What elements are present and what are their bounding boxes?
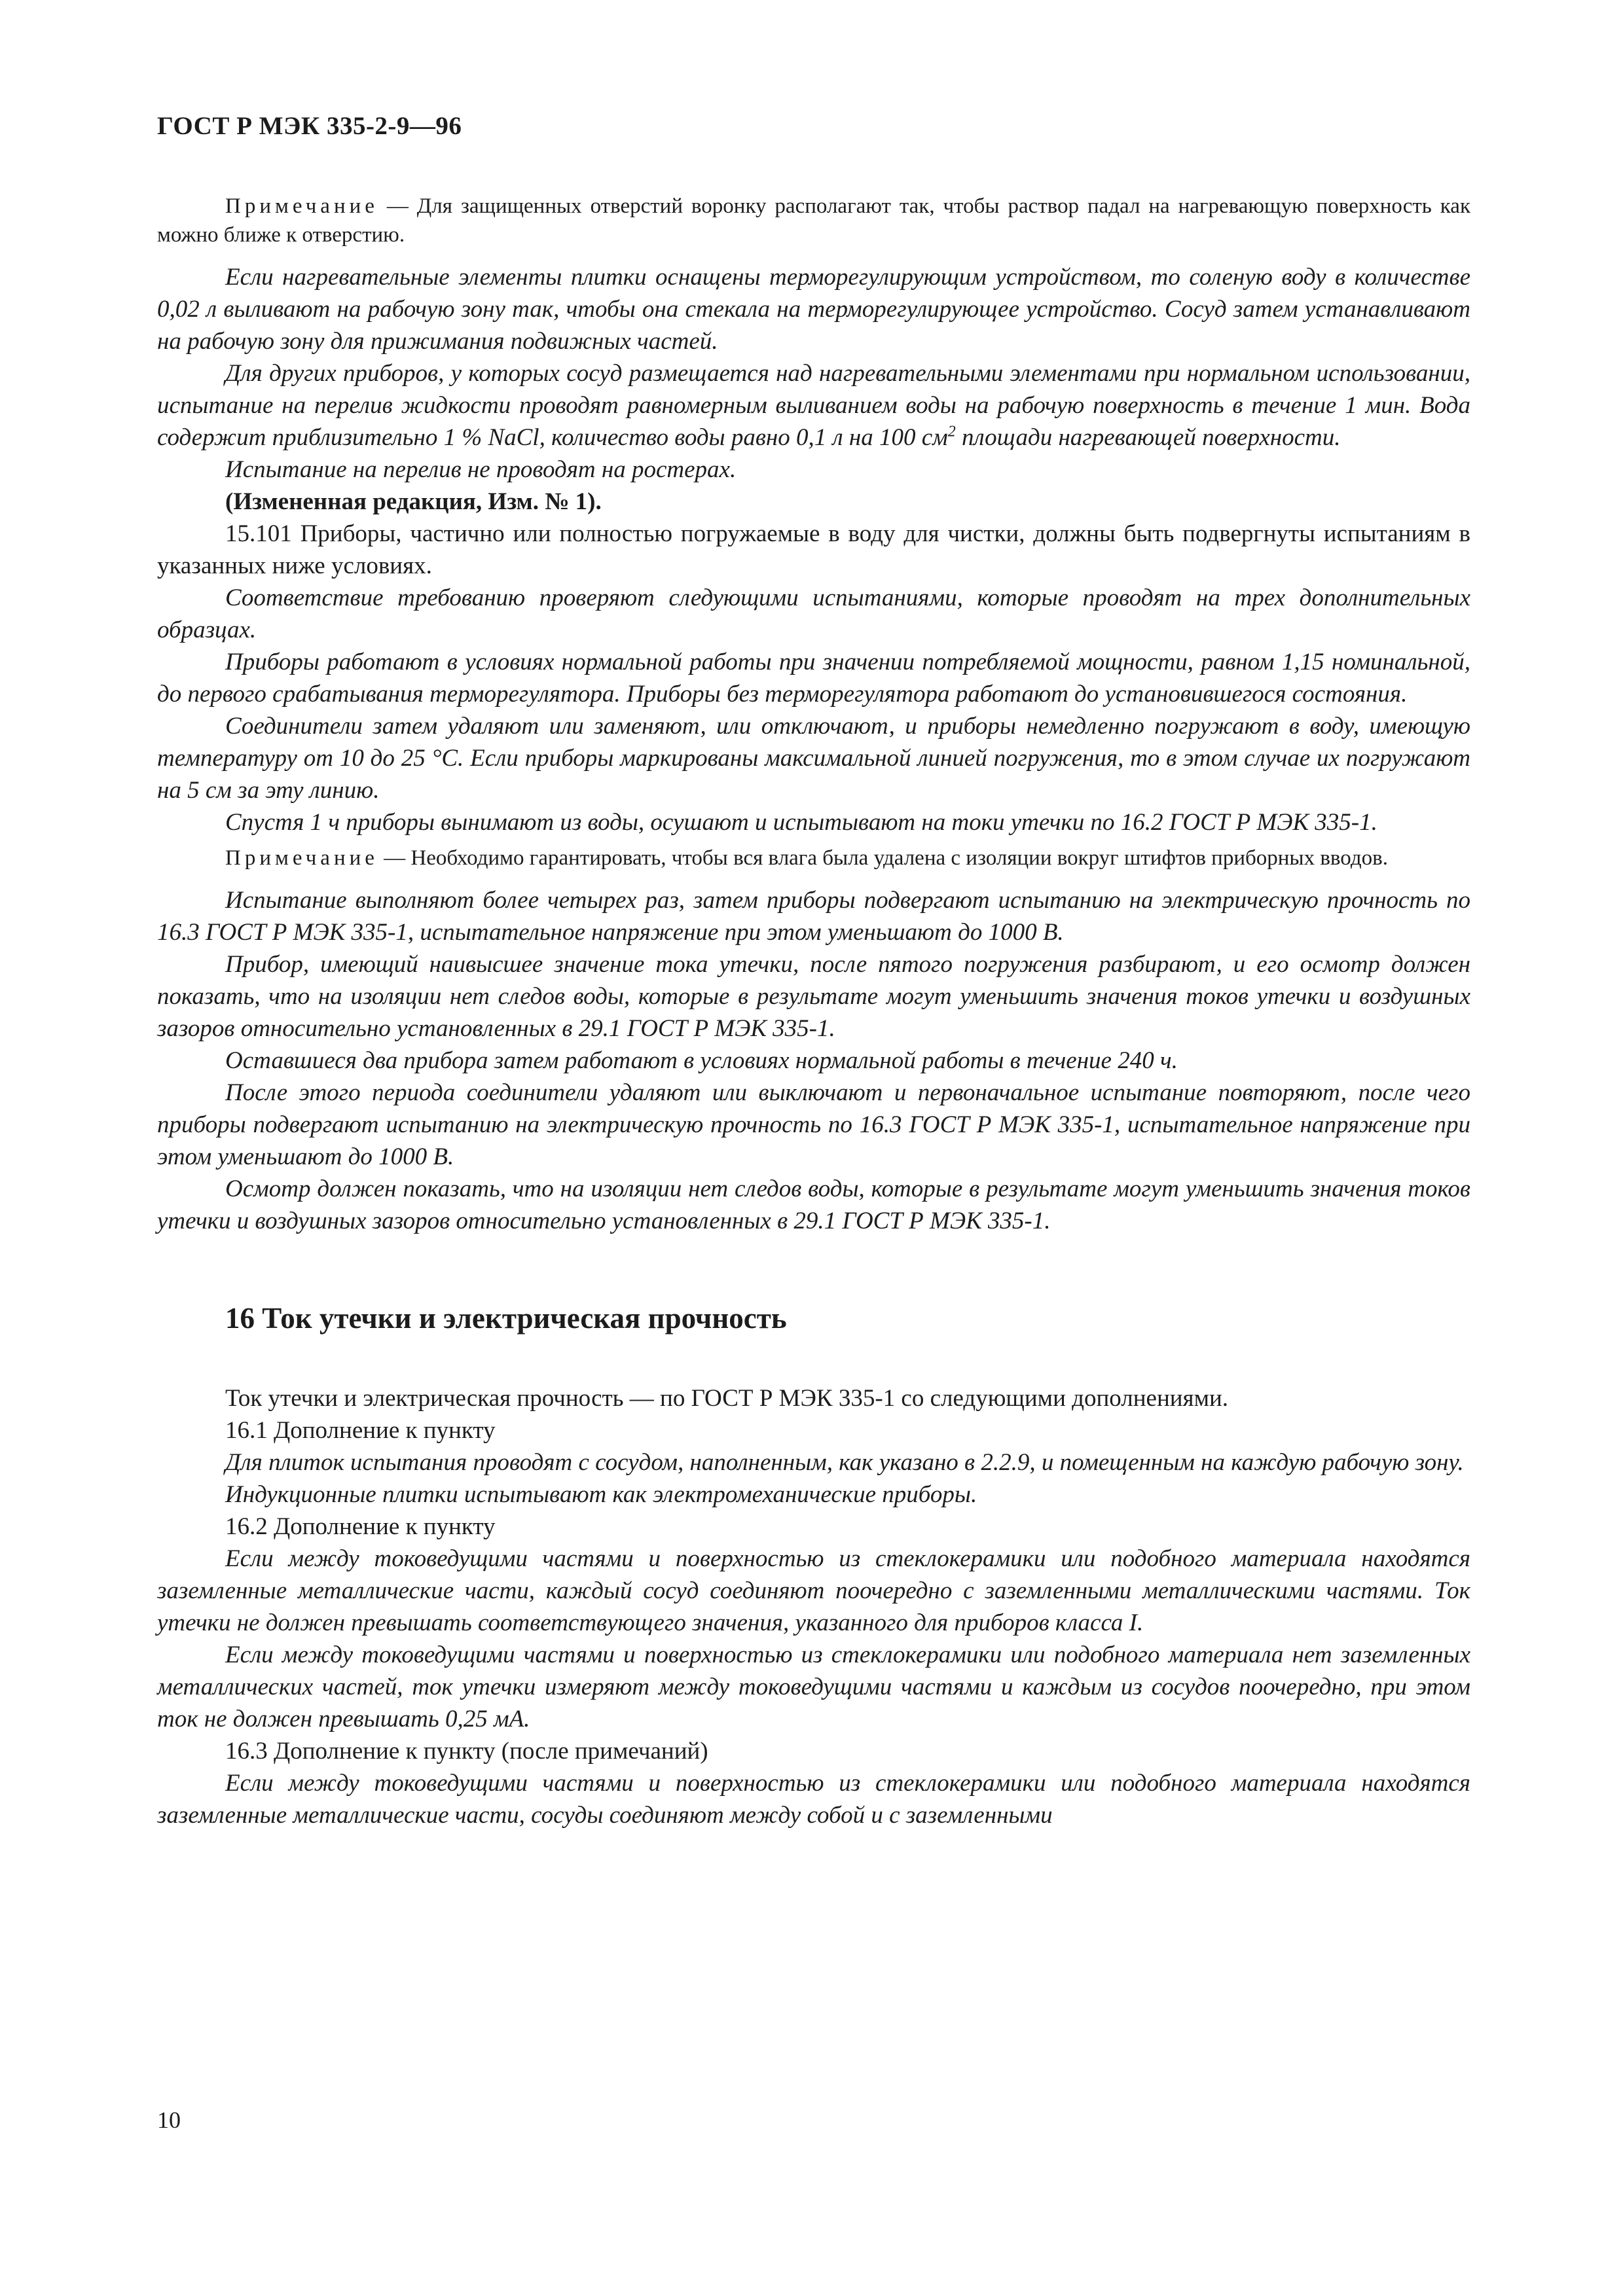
amendment-note: (Измененная редакция, Изм. № 1).	[225, 488, 602, 515]
note-text: — Для защищенных отверстий воронку располагают так, чтобы раствор падал на нагревающую поверхность как можно ближе к отверстию.	[157, 194, 1470, 247]
page-number: 10	[157, 2107, 181, 2133]
document-body	[157, 187, 1470, 1831]
superscript: 2	[947, 423, 956, 440]
note-label: Примечание	[225, 846, 378, 870]
paragraph: Осмотр должен показать, что на изоляции нет следов воды, которые в результате могут уменьшить значения токов утечки и воздушных зазоров относительно установленных в 29.1 ГОСТ Р МЭК 335-1.	[157, 1175, 1470, 1234]
paragraph: Для плиток испытания проводят с сосудом, наполненным, как указано в 2.2.9, и помещенным на каждую рабочую зону.	[225, 1449, 1464, 1476]
note-label: Примечание	[225, 194, 378, 218]
paragraph-text: Для других приборов, у которых сосуд размещается над нагревательными элементами при нормальном использовании, испытание на перелив жидкости проводят равномерным выливанием воды на рабочую поверхность в течение 1 мин. Вода содержит приблизительно 1 % NaCl, количество воды равно 0,1 л на 100 см	[157, 360, 1470, 451]
note-text: — Необходимо гарантировать, чтобы вся влага была удалена с изоляции вокруг штифтов приборных вводов.	[378, 846, 1388, 870]
clause-heading: 16.1 Дополнение к пункту	[225, 1417, 496, 1444]
paragraph	[157, 357, 1470, 454]
paragraph: Прибор, имеющий наивысшее значение тока утечки, после пятого погружения разбирают, и его осмотр должен показать, что на изоляции нет следов воды, которые в результате могут уменьшить значения токов утечки и воздушных зазоров относительно установленных в 29.1 ГОСТ Р МЭК 335-1.	[157, 951, 1470, 1042]
clause-heading: 16.3 Дополнение к пункту (после примечаний)	[225, 1738, 708, 1765]
paragraph: Если нагревательные элементы плитки оснащены терморегулирующим устройством, то соленую воду в количестве 0,02 л выливают на рабочую зону так, чтобы она стекала на терморегулирующее устройство. Сосуд затем устанавливают на рабочую зону для прижимания подвижных частей.	[157, 264, 1470, 355]
note-paragraph	[157, 192, 1470, 249]
paragraph-text-after: площади нагревающей поверхности.	[955, 424, 1341, 451]
document-code-header: ГОСТ Р МЭК 335-2-9—96	[157, 112, 462, 140]
paragraph: Если между токоведущими частями и поверхностью из стеклокерамики или подобного материала находятся заземленные металлические части, сосуды соединяют между собой и с заземленными	[157, 1770, 1470, 1829]
paragraph: Индукционные плитки испытывают как электромеханические приборы.	[225, 1481, 977, 1508]
paragraph: Если между токоведущими частями и поверхностью из стеклокерамики или подобного материала нет заземленных металлических частей, ток утечки измеряют между токоведущими частями и каждым из сосудов поочередно, при этом ток не должен превышать 0,25 мА.	[157, 1641, 1470, 1732]
paragraph: Если между токоведущими частями и поверхностью из стеклокерамики или подобного материала находятся заземленные металлические части, каждый сосуд соединяют поочередно с заземленными металлическими частями. Ток утечки не должен превышать соответствующего значения, указанного для приборов класса I.	[157, 1545, 1470, 1636]
note-paragraph	[157, 844, 1470, 872]
paragraph: Соединители затем удаляют или заменяют, или отключают, и приборы немедленно погружают в воду, имеющую температуру от 10 до 25 °С. Если приборы маркированы максимальной линией погружения, то в этом случае их погружают на 5 см за эту линию.	[157, 713, 1470, 804]
paragraph: Оставшиеся два прибора затем работают в условиях нормальной работы в течение 240 ч.	[225, 1047, 1178, 1074]
paragraph: Испытание на перелив не проводят на ростерах.	[225, 456, 737, 483]
paragraph: Испытание выполняют более четырех раз, затем приборы подвергают испытанию на электрическую прочность по 16.3 ГОСТ Р МЭК 335-1, испытательное напряжение при этом уменьшают до 1000 В.	[157, 887, 1470, 946]
paragraph: Соответствие требованию проверяют следующими испытаниями, которые проводят на трех дополнительных образцах.	[157, 584, 1470, 643]
clause-paragraph: 15.101 Приборы, частично или полностью погружаемые в воду для чистки, должны быть подвергнуты испытаниям в указанных ниже условиях.	[157, 520, 1470, 579]
paragraph: Ток утечки и электрическая прочность — по ГОСТ Р МЭК 335-1 со следующими дополнениями.	[225, 1385, 1229, 1412]
paragraph: Приборы работают в условиях нормальной работы при значении потребляемой мощности, равном 1,15 номинальной, до первого срабатывания терморегулятора. Приборы без терморегулятора работают до установившегося состояния.	[157, 649, 1470, 708]
clause-heading: 16.2 Дополнение к пункту	[225, 1513, 496, 1540]
paragraph: Спустя 1 ч приборы вынимают из воды, осушают и испытывают на токи утечки по 16.2 ГОСТ Р МЭК 335-1.	[225, 809, 1377, 836]
paragraph: После этого периода соединители удаляют или выключают и первоначальное испытание повторяют, после чего приборы подвергают испытанию на электрическую прочность по 16.3 ГОСТ Р МЭК 335-1, испытательное напряжение при этом уменьшают до 1000 В.	[157, 1079, 1470, 1170]
section-title: 16 Ток утечки и электрическая прочность	[225, 1302, 787, 1335]
